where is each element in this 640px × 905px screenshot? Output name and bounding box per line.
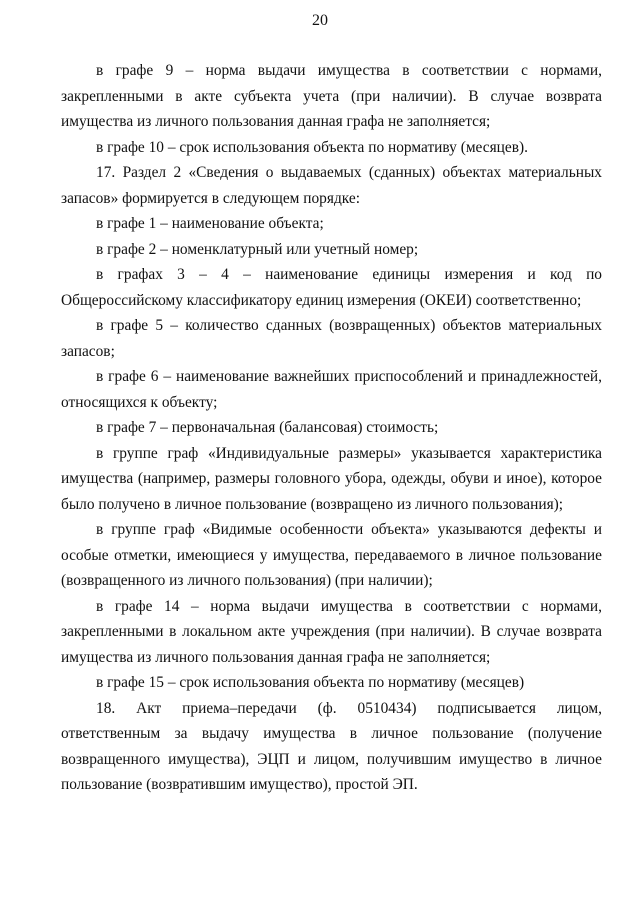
paragraph-individual-sizes: в группе граф «Индивидуальные размеры» указывается характеристика имущества (например, размеры головного убора, одежды, обуви и иное), которое было получено в личное пользование (возвращено из личного пользования); (61, 444, 602, 513)
paragraph-column-5: в графе 5 – количество сданных (возвращенных) объектов материальных запасов; (61, 317, 602, 360)
paragraph-column-14: в графе 14 – норма выдачи имущества в соответствии с нормами, закрепленными в локальном акте учреждения (при наличии). В случае возврата имущества из личного пользования данная графа не заполняется; (61, 597, 602, 666)
paragraph-column-6: в графе 6 – наименование важнейших приспособлений и принадлежностей, относящихся к объекту; (61, 368, 602, 411)
paragraph-section-18: 18. Акт приема–передачи (ф. 0510434) подписывается лицом, ответственным за выдачу имущества в личное пользование (получение возвращенного имущества), ЭЦП и лицом, получившим имущество в личное пользование (возвратившим имущество), простой ЭП. (61, 699, 602, 793)
paragraph-visible-features: в группе граф «Видимые особенности объекта» указываются дефекты и особые отметки, имеющиеся у имущества, передаваемого в личное пользование (возвращенного из личного пользования) (при наличии); (61, 521, 602, 589)
paragraph-section-17: 17. Раздел 2 «Сведения о выдаваемых (сданных) объектах материальных запасов» формируется в следующем порядке: (61, 164, 602, 207)
paragraph-columns-3-4: в графах 3 – 4 – наименование единицы измерения и код по Общероссийскому классификатору единиц измерения (ОКЕИ) соответственно; (61, 266, 602, 309)
paragraph-column-10: в графе 10 – срок использования объекта по нормативу (месяцев). (96, 138, 528, 156)
paragraph-column-15: в графе 15 – срок использования объекта по нормативу (месяцев) (96, 674, 525, 691)
paragraph-column-9: в графе 9 – норма выдачи имущества в соответствии с нормами, закрепленными в акте субъекта учета (при наличии). В случае возврата имущества из личного пользования данная графа не заполняется; (61, 62, 602, 130)
paragraph-column-7: в графе 7 – первоначальная (балансовая) стоимость; (96, 419, 439, 436)
document-body (61, 58, 602, 798)
page-number: 20 (312, 12, 328, 29)
paragraph-column-2: в графе 2 – номенклатурный или учетный номер; (96, 240, 419, 258)
paragraph-column-1: в графе 1 – наименование объекта; (96, 215, 324, 232)
